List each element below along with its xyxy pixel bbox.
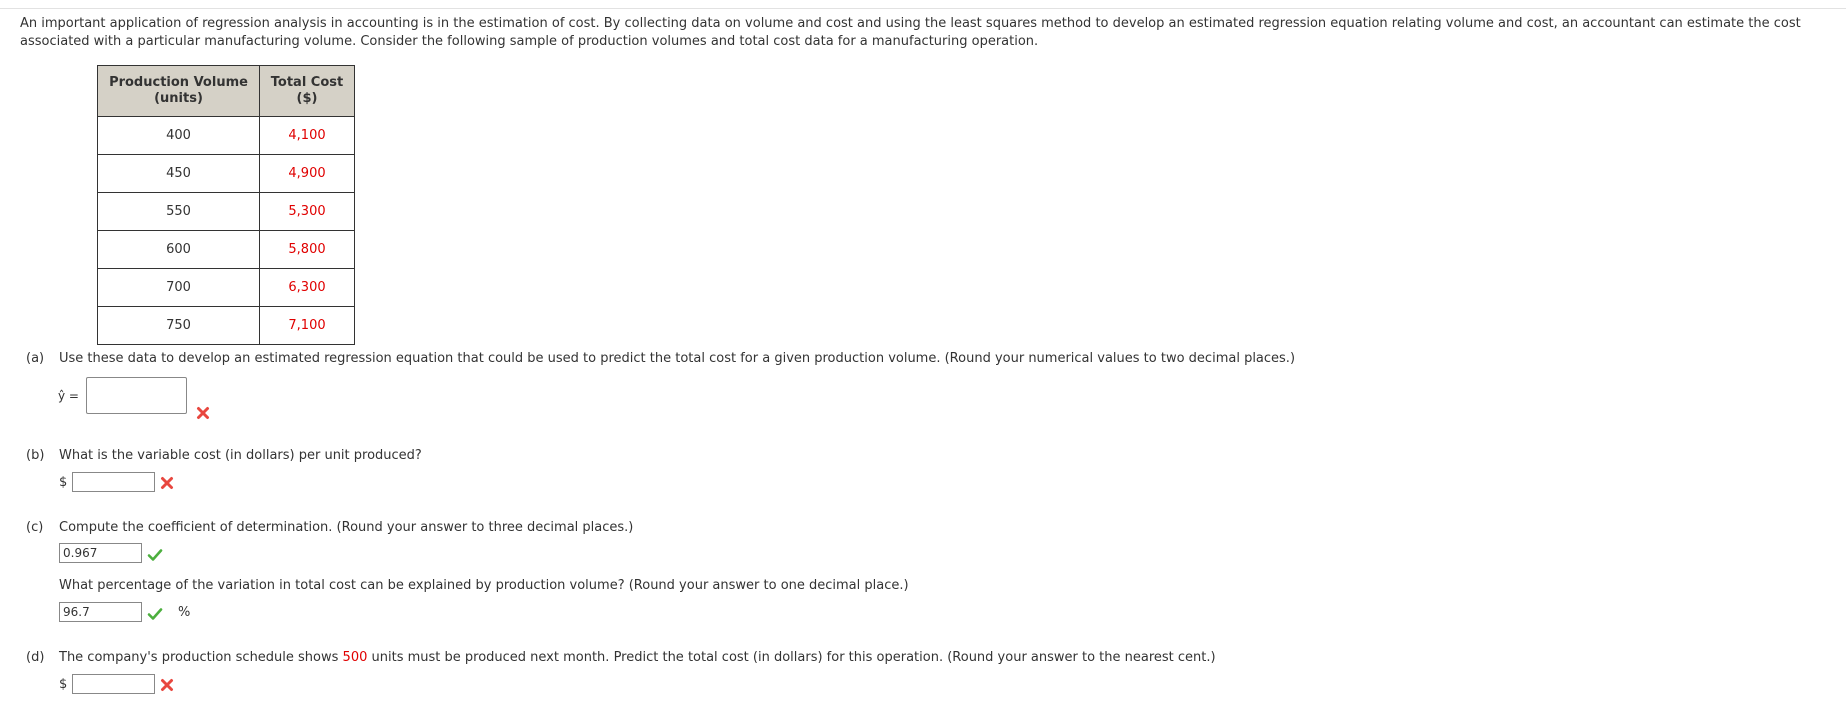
problem-intro: An important application of regression analysis in accounting is in the estimation of cost. By collecting data on volume and cost and using the least squares method to develop an estimated regression equation relating volume and cost, an accountant can estimate the cost associated with a particular manufacturing volume. Consider the following sample of production volumes and total cost data for a manufacturing operation. [20,16,1801,49]
correct-check-icon [147,607,163,621]
part-b-label: (b) [26,448,45,463]
cost-cell: 4,900 [260,155,355,193]
table-row [98,155,355,193]
volume-cell: 700 [98,269,260,307]
incorrect-x-icon [160,476,174,490]
part-d-question: The company's production schedule shows 500 units must be produced next month. Predict the total cost (in dollars) for this operation. (Round your answer to the nearest cent.) [59,650,1216,665]
header-production-volume: Production Volume (units) [98,66,260,117]
variable-cost-input[interactable] [72,472,155,492]
part-c-question: Compute the coefficient of determination. (Round your answer to three decimal places.) [59,520,634,535]
percentage-variation-input[interactable] [59,602,142,622]
top-divider [0,0,1846,9]
part-a-label: (a) [26,351,45,366]
part-c-question-percentage: What percentage of the variation in total cost can be explained by production volume? (Round your answer to one decimal place.) [59,578,909,593]
cost-cell: 6,300 [260,269,355,307]
incorrect-x-icon [196,406,210,420]
part-c-label: (c) [26,520,44,535]
cost-cell: 5,300 [260,193,355,231]
volume-cell: 600 [98,231,260,269]
volume-cell: 400 [98,117,260,155]
correct-check-icon [147,548,163,562]
data-table [97,65,355,345]
regression-equation-input[interactable] [86,377,187,414]
header-total-cost: Total Cost ($) [260,66,355,117]
percent-sign: % [178,605,191,620]
cost-cell: 7,100 [260,307,355,345]
coefficient-determination-input[interactable] [59,543,142,563]
table-row [98,193,355,231]
cost-cell: 5,800 [260,231,355,269]
dollar-sign: $ [59,677,68,692]
part-d-label: (d) [26,650,45,665]
table-row [98,269,355,307]
table-row [98,307,355,345]
highlighted-units-value: 500 [342,650,368,665]
part-b-question: What is the variable cost (in dollars) per unit produced? [59,448,422,463]
cost-cell: 4,100 [260,117,355,155]
dollar-sign: $ [59,475,68,490]
incorrect-x-icon [160,678,174,692]
volume-cell: 550 [98,193,260,231]
table-row [98,117,355,155]
table-row [98,231,355,269]
part-a-question: Use these data to develop an estimated regression equation that could be used to predict the total cost for a given production volume. (Round your numerical values to two decimal places.) [59,351,1296,366]
table-header-row [98,66,355,117]
volume-cell: 750 [98,307,260,345]
predicted-total-cost-input[interactable] [72,674,155,694]
volume-cell: 450 [98,155,260,193]
yhat-label: ŷ = [58,389,79,403]
